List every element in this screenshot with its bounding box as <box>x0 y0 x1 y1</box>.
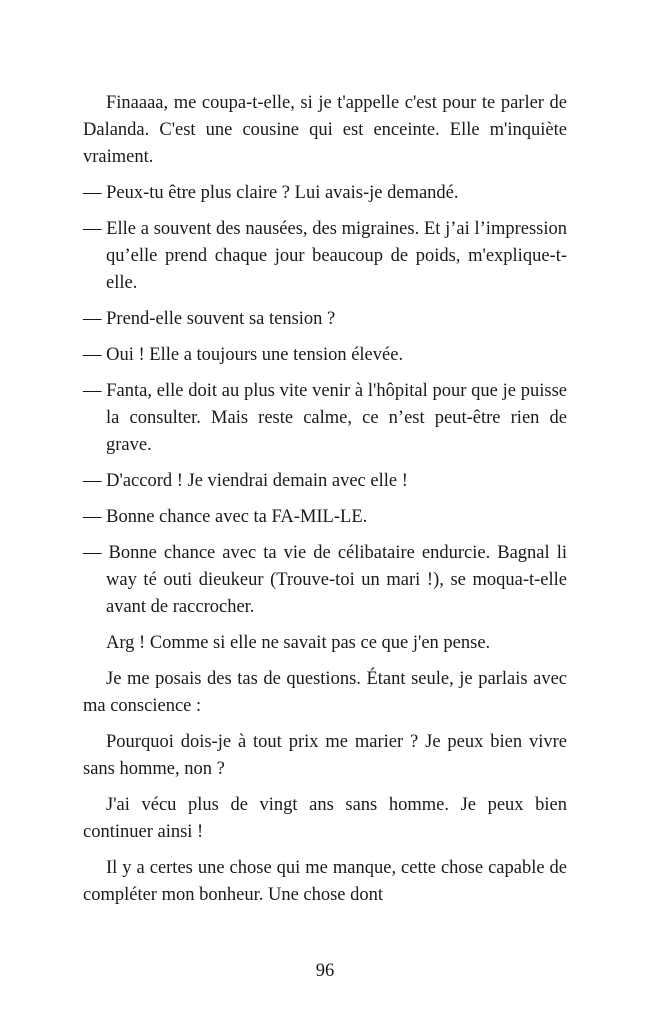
dialogue-line: — Bonne chance avec ta FA-MIL-LE. <box>83 507 368 527</box>
dialogue-line: — Peux-tu être plus claire ? Lui avais-je demandé. <box>83 183 459 203</box>
dialogue-line: — Oui ! Elle a toujours une tension élevée. <box>83 345 404 365</box>
dialogue-line: — Prend-elle souvent sa tension ? <box>83 309 336 329</box>
dialogue-line: — Fanta, elle doit au plus vite venir à l'hôpital pour que je puisse la consulter. Mais reste calme, ce n’est peut-être rien de grave. <box>83 381 567 455</box>
dialogue-line: — D'accord ! Je viendrai demain avec elle ! <box>83 471 408 491</box>
dialogue-line: — Elle a souvent des nausées, des migraines. Et j’ai l’impression qu’elle prend chaque jour beaucoup de poids, m'explique-t-elle. <box>83 219 567 293</box>
paragraph: Finaaaa, me coupa-t-elle, si je t'appelle c'est pour te parler de Dalanda. C'est une cousine qui est enceinte. Elle m'inquiète vraiment. <box>83 93 567 167</box>
dialogue-line: — Bonne chance avec ta vie de célibataire endurcie. Bagnal li way té outi dieukeur (Trouve-toi un mari !), se moqua-t-elle avant de raccrocher. <box>83 543 567 617</box>
body-text <box>83 90 567 918</box>
paragraph: Il y a certes une chose qui me manque, cette chose capable de compléter mon bonheur. Une chose dont <box>83 858 567 905</box>
paragraph: Je me posais des tas de questions. Étant seule, je parlais avec ma conscience : <box>83 669 567 716</box>
paragraph: Arg ! Comme si elle ne savait pas ce que j'en pense. <box>106 633 491 653</box>
paragraph: J'ai vécu plus de vingt ans sans homme. Je peux bien continuer ainsi ! <box>83 795 567 842</box>
paragraph: Pourquoi dois-je à tout prix me marier ? Je peux bien vivre sans homme, non ? <box>83 732 567 779</box>
page-number: 96 <box>315 961 335 981</box>
